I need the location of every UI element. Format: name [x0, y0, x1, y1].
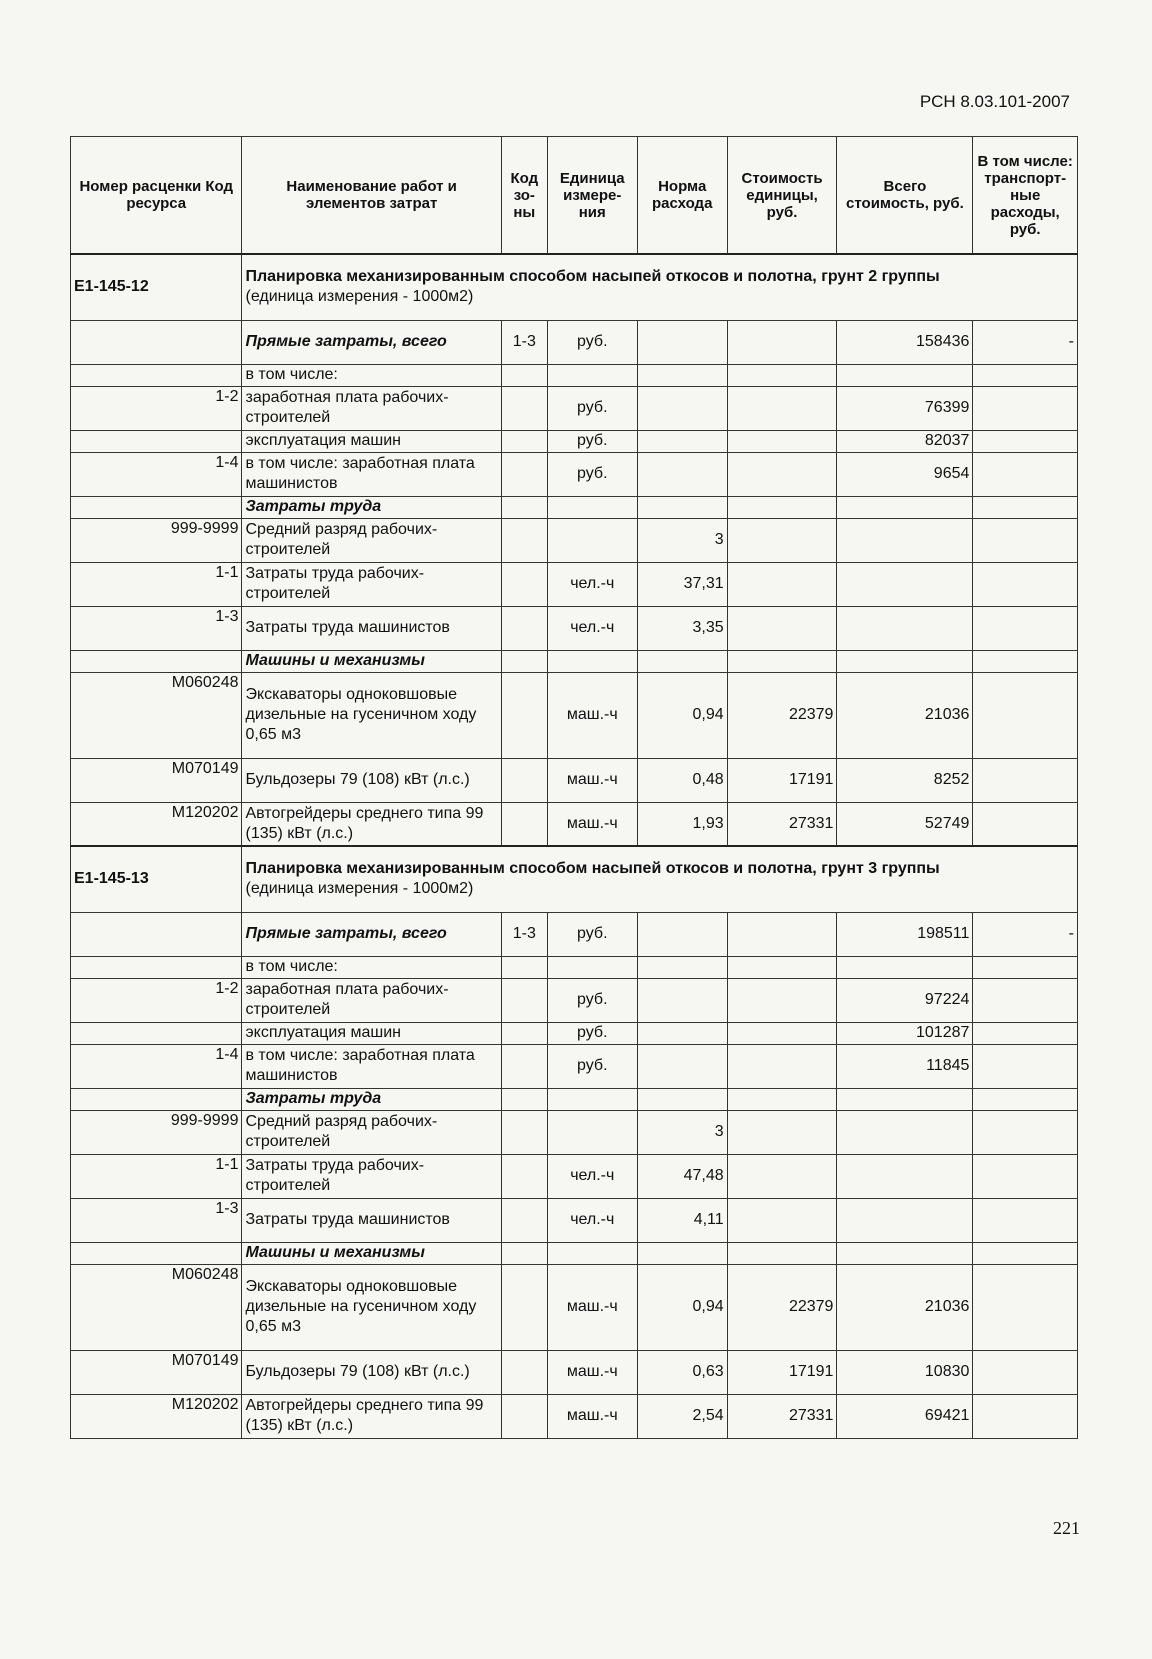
norm-cell: 2,54 — [637, 1394, 727, 1438]
grade-row — [71, 1110, 1078, 1154]
empty-cell — [837, 650, 973, 672]
machinist-wage-row — [71, 1044, 1078, 1088]
norm-cell: 37,31 — [637, 562, 727, 606]
transport-cell: - — [973, 912, 1078, 956]
empty-cell — [637, 430, 727, 452]
empty-cell — [501, 1110, 547, 1154]
empty-cell — [547, 1088, 637, 1110]
section-title-text: Планировка механизированным способом насыпей откосов и полотна, грунт 2 группы — [245, 268, 940, 286]
transport-cell: - — [973, 320, 1078, 364]
empty-cell — [973, 956, 1078, 978]
empty-cell — [547, 650, 637, 672]
norm-cell: 3,35 — [637, 606, 727, 650]
header-unit: Единица измере-ния — [547, 137, 637, 255]
resource-code: 1-2 — [71, 978, 242, 1022]
zone-code: 1-3 — [501, 912, 547, 956]
labor-label-row — [71, 496, 1078, 518]
empty-cell — [727, 496, 837, 518]
item-label: Затраты труда машинистов — [242, 1198, 501, 1242]
empty-cell — [637, 386, 727, 430]
empty-cell — [501, 606, 547, 650]
empty-cell — [501, 1242, 547, 1264]
empty-cell — [501, 496, 547, 518]
machines-operation-row — [71, 430, 1078, 452]
total-cell: 76399 — [837, 386, 973, 430]
empty-cell — [71, 956, 242, 978]
unit-cell: руб. — [547, 1022, 637, 1044]
empty-cell — [637, 1242, 727, 1264]
price-cell: 22379 — [727, 1264, 837, 1350]
resource-code: 999-9999 — [71, 518, 242, 562]
norm-cell: 1,93 — [637, 802, 727, 846]
document-code: РСН 8.03.101-2007 — [919, 92, 1070, 111]
empty-cell — [637, 956, 727, 978]
empty-cell — [637, 496, 727, 518]
empty-cell — [973, 672, 1078, 758]
empty-cell — [973, 1110, 1078, 1154]
resource-code: М060248 — [71, 672, 242, 758]
unit-cell: маш.-ч — [547, 758, 637, 802]
empty-cell — [973, 562, 1078, 606]
item-label: эксплуатация машин — [242, 1022, 501, 1044]
empty-cell — [973, 1394, 1078, 1438]
empty-cell — [837, 518, 973, 562]
header-unit-cost: Стоимость единицы, руб. — [727, 137, 837, 255]
price-cell: 17191 — [727, 1350, 837, 1394]
header-norm: Норма расхода — [637, 137, 727, 255]
empty-cell — [637, 650, 727, 672]
empty-cell — [837, 562, 973, 606]
header-zone: Код зо-ны — [501, 137, 547, 255]
empty-cell — [973, 430, 1078, 452]
norm-cell: 0,94 — [637, 672, 727, 758]
item-label: Затраты труда рабочих-строителей — [242, 1154, 501, 1198]
unit-cell: руб. — [547, 430, 637, 452]
empty-cell — [973, 606, 1078, 650]
norm-cell: 0,94 — [637, 1264, 727, 1350]
rate-code: Е1-145-12 — [71, 254, 242, 320]
empty-cell — [71, 430, 242, 452]
item-label: Затраты труда рабочих-строителей — [242, 562, 501, 606]
total-cell: 101287 — [837, 1022, 973, 1044]
total-cell: 9654 — [837, 452, 973, 496]
empty-cell — [727, 386, 837, 430]
page-number: 221 — [1053, 1518, 1080, 1538]
total-cell: 158436 — [837, 320, 973, 364]
empty-cell — [637, 364, 727, 386]
empty-cell — [837, 364, 973, 386]
empty-cell — [501, 430, 547, 452]
empty-cell — [837, 496, 973, 518]
direct-costs-row — [71, 912, 1078, 956]
empty-cell — [71, 320, 242, 364]
direct-costs-label: Прямые затраты, всего — [242, 320, 501, 364]
section-title — [242, 254, 1078, 320]
resource-code: 1-1 — [71, 1154, 242, 1198]
price-cell: 22379 — [727, 672, 837, 758]
empty-cell — [973, 1264, 1078, 1350]
empty-cell — [727, 606, 837, 650]
unit-cell: руб. — [547, 386, 637, 430]
incl-row — [71, 956, 1078, 978]
incl-row — [71, 364, 1078, 386]
machines-label-row — [71, 650, 1078, 672]
labor-machinists-row — [71, 1198, 1078, 1242]
empty-cell — [727, 1198, 837, 1242]
rate-code: Е1-145-13 — [71, 846, 242, 912]
item-label: в том числе: заработная плата машинистов — [242, 452, 501, 496]
total-cell: 11845 — [837, 1044, 973, 1088]
empty-cell — [501, 758, 547, 802]
empty-cell — [727, 364, 837, 386]
empty-cell — [501, 364, 547, 386]
empty-cell — [501, 650, 547, 672]
machine-row — [71, 1350, 1078, 1394]
machine-row — [71, 758, 1078, 802]
resource-code: 999-9999 — [71, 1110, 242, 1154]
empty-cell — [547, 496, 637, 518]
empty-cell — [637, 320, 727, 364]
empty-cell — [547, 1242, 637, 1264]
empty-cell — [727, 518, 837, 562]
empty-cell — [973, 802, 1078, 846]
grade-row — [71, 518, 1078, 562]
empty-cell — [71, 1088, 242, 1110]
total-cell: 8252 — [837, 758, 973, 802]
unit-cell: чел.-ч — [547, 562, 637, 606]
direct-costs-label: Прямые затраты, всего — [242, 912, 501, 956]
section-header-row — [71, 846, 1078, 912]
unit-cell: маш.-ч — [547, 672, 637, 758]
empty-cell — [501, 1198, 547, 1242]
unit-cell: маш.-ч — [547, 1264, 637, 1350]
wage-row — [71, 386, 1078, 430]
table-body — [71, 254, 1078, 1438]
unit-cell: руб. — [547, 912, 637, 956]
unit-cell: руб. — [547, 978, 637, 1022]
header-transport: В том числе: транспорт-ные расходы, руб. — [973, 137, 1078, 255]
empty-cell — [637, 978, 727, 1022]
empty-cell — [637, 1022, 727, 1044]
item-label: Экскаваторы одноковшовые дизельные на гусеничном ходу 0,65 м3 — [242, 1264, 501, 1350]
labor-label: Затраты труда — [242, 1088, 501, 1110]
empty-cell — [973, 452, 1078, 496]
item-label: Автогрейдеры среднего типа 99 (135) кВт (л.с.) — [242, 1394, 501, 1438]
labor-label: Затраты труда — [242, 496, 501, 518]
empty-cell — [727, 1242, 837, 1264]
item-label: Автогрейдеры среднего типа 99 (135) кВт (л.с.) — [242, 802, 501, 846]
machines-label: Машины и механизмы — [242, 650, 501, 672]
empty-cell — [637, 1088, 727, 1110]
empty-cell — [501, 1022, 547, 1044]
empty-cell — [973, 1350, 1078, 1394]
empty-cell — [973, 386, 1078, 430]
empty-cell — [973, 978, 1078, 1022]
resource-code: М070149 — [71, 1350, 242, 1394]
total-cell: 21036 — [837, 672, 973, 758]
empty-cell — [501, 386, 547, 430]
empty-cell — [547, 364, 637, 386]
labor-workers-row — [71, 1154, 1078, 1198]
empty-cell — [727, 1154, 837, 1198]
wage-row — [71, 978, 1078, 1022]
resource-code: М120202 — [71, 802, 242, 846]
zone-code: 1-3 — [501, 320, 547, 364]
item-label: Средний разряд рабочих-строителей — [242, 1110, 501, 1154]
section-title — [242, 846, 1078, 912]
item-label: заработная плата рабочих-строителей — [242, 978, 501, 1022]
item-label: эксплуатация машин — [242, 430, 501, 452]
empty-cell — [837, 1198, 973, 1242]
empty-cell — [837, 1154, 973, 1198]
empty-cell — [71, 496, 242, 518]
unit-cell: руб. — [547, 320, 637, 364]
resource-code: 1-1 — [71, 562, 242, 606]
empty-cell — [727, 452, 837, 496]
empty-cell — [973, 1198, 1078, 1242]
empty-cell — [547, 518, 637, 562]
empty-cell — [973, 364, 1078, 386]
total-cell: 82037 — [837, 430, 973, 452]
section-title-text: Планировка механизированным способом насыпей откосов и полотна, грунт 3 группы — [245, 860, 940, 878]
unit-cell: чел.-ч — [547, 1154, 637, 1198]
resource-code: 1-3 — [71, 606, 242, 650]
total-cell: 97224 — [837, 978, 973, 1022]
price-cell: 27331 — [727, 1394, 837, 1438]
unit-cell: чел.-ч — [547, 606, 637, 650]
item-label: заработная плата рабочих-строителей — [242, 386, 501, 430]
section-unit: (единица измерения - 1000м2) — [245, 288, 474, 306]
item-label: Бульдозеры 79 (108) кВт (л.с.) — [242, 758, 501, 802]
total-cell: 21036 — [837, 1264, 973, 1350]
resource-code: М120202 — [71, 1394, 242, 1438]
unit-cell: маш.-ч — [547, 1350, 637, 1394]
machinist-wage-row — [71, 452, 1078, 496]
unit-cell: руб. — [547, 1044, 637, 1088]
price-cell: 17191 — [727, 758, 837, 802]
empty-cell — [501, 802, 547, 846]
empty-cell — [547, 1110, 637, 1154]
header-code: Номер расценки Код ресурса — [71, 137, 242, 255]
incl-label: в том числе: — [242, 956, 501, 978]
labor-machinists-row — [71, 606, 1078, 650]
resource-code: 1-2 — [71, 386, 242, 430]
empty-cell — [727, 956, 837, 978]
empty-cell — [501, 978, 547, 1022]
machine-row — [71, 672, 1078, 758]
empty-cell — [501, 1264, 547, 1350]
norm-cell: 47,48 — [637, 1154, 727, 1198]
empty-cell — [501, 1044, 547, 1088]
empty-cell — [837, 606, 973, 650]
empty-cell — [501, 956, 547, 978]
unit-cell: маш.-ч — [547, 1394, 637, 1438]
empty-cell — [501, 672, 547, 758]
empty-cell — [71, 912, 242, 956]
empty-cell — [547, 956, 637, 978]
empty-cell — [637, 912, 727, 956]
header-total-cost: Всего стоимость, руб. — [837, 137, 973, 255]
unit-cell: чел.-ч — [547, 1198, 637, 1242]
empty-cell — [973, 650, 1078, 672]
empty-cell — [973, 1242, 1078, 1264]
machines-operation-row — [71, 1022, 1078, 1044]
empty-cell — [501, 452, 547, 496]
empty-cell — [727, 1044, 837, 1088]
empty-cell — [71, 1242, 242, 1264]
resource-code: 1-4 — [71, 1044, 242, 1088]
item-label: Затраты труда машинистов — [242, 606, 501, 650]
labor-label-row — [71, 1088, 1078, 1110]
empty-cell — [727, 562, 837, 606]
empty-cell — [837, 1088, 973, 1110]
empty-cell — [71, 1022, 242, 1044]
unit-cell: руб. — [547, 452, 637, 496]
empty-cell — [727, 650, 837, 672]
empty-cell — [727, 320, 837, 364]
total-cell: 198511 — [837, 912, 973, 956]
item-label: в том числе: заработная плата машинистов — [242, 1044, 501, 1088]
empty-cell — [973, 1154, 1078, 1198]
empty-cell — [501, 562, 547, 606]
empty-cell — [727, 1022, 837, 1044]
direct-costs-row — [71, 320, 1078, 364]
empty-cell — [837, 956, 973, 978]
norm-cell: 0,63 — [637, 1350, 727, 1394]
empty-cell — [637, 1044, 727, 1088]
resource-code: М060248 — [71, 1264, 242, 1350]
empty-cell — [501, 1350, 547, 1394]
machine-row — [71, 1264, 1078, 1350]
empty-cell — [501, 1154, 547, 1198]
empty-cell — [501, 1088, 547, 1110]
table-header-row — [71, 137, 1078, 255]
empty-cell — [637, 452, 727, 496]
empty-cell — [727, 1088, 837, 1110]
resource-code: М070149 — [71, 758, 242, 802]
section-unit: (единица измерения - 1000м2) — [245, 880, 474, 898]
norm-cell: 3 — [637, 518, 727, 562]
item-label: Экскаваторы одноковшовые дизельные на гусеничном ходу 0,65 м3 — [242, 672, 501, 758]
section-header-row — [71, 254, 1078, 320]
empty-cell — [727, 430, 837, 452]
empty-cell — [837, 1242, 973, 1264]
resource-code: 1-4 — [71, 452, 242, 496]
empty-cell — [71, 650, 242, 672]
empty-cell — [727, 978, 837, 1022]
machine-row — [71, 1394, 1078, 1438]
machines-label: Машины и механизмы — [242, 1242, 501, 1264]
unit-cell: маш.-ч — [547, 802, 637, 846]
empty-cell — [973, 1088, 1078, 1110]
machine-row — [71, 802, 1078, 846]
rates-table — [70, 136, 1078, 1439]
empty-cell — [71, 364, 242, 386]
norm-cell: 3 — [637, 1110, 727, 1154]
price-cell: 27331 — [727, 802, 837, 846]
empty-cell — [727, 1110, 837, 1154]
norm-cell: 0,48 — [637, 758, 727, 802]
item-label: Средний разряд рабочих-строителей — [242, 518, 501, 562]
machines-label-row — [71, 1242, 1078, 1264]
empty-cell — [501, 518, 547, 562]
header-name: Наименование работ и элементов затрат — [242, 137, 501, 255]
empty-cell — [727, 912, 837, 956]
empty-cell — [973, 1044, 1078, 1088]
empty-cell — [973, 758, 1078, 802]
empty-cell — [973, 518, 1078, 562]
item-label: Бульдозеры 79 (108) кВт (л.с.) — [242, 1350, 501, 1394]
empty-cell — [501, 1394, 547, 1438]
total-cell: 52749 — [837, 802, 973, 846]
resource-code: 1-3 — [71, 1198, 242, 1242]
incl-label: в том числе: — [242, 364, 501, 386]
total-cell: 10830 — [837, 1350, 973, 1394]
norm-cell: 4,11 — [637, 1198, 727, 1242]
empty-cell — [973, 496, 1078, 518]
empty-cell — [973, 1022, 1078, 1044]
total-cell: 69421 — [837, 1394, 973, 1438]
empty-cell — [837, 1110, 973, 1154]
labor-workers-row — [71, 562, 1078, 606]
